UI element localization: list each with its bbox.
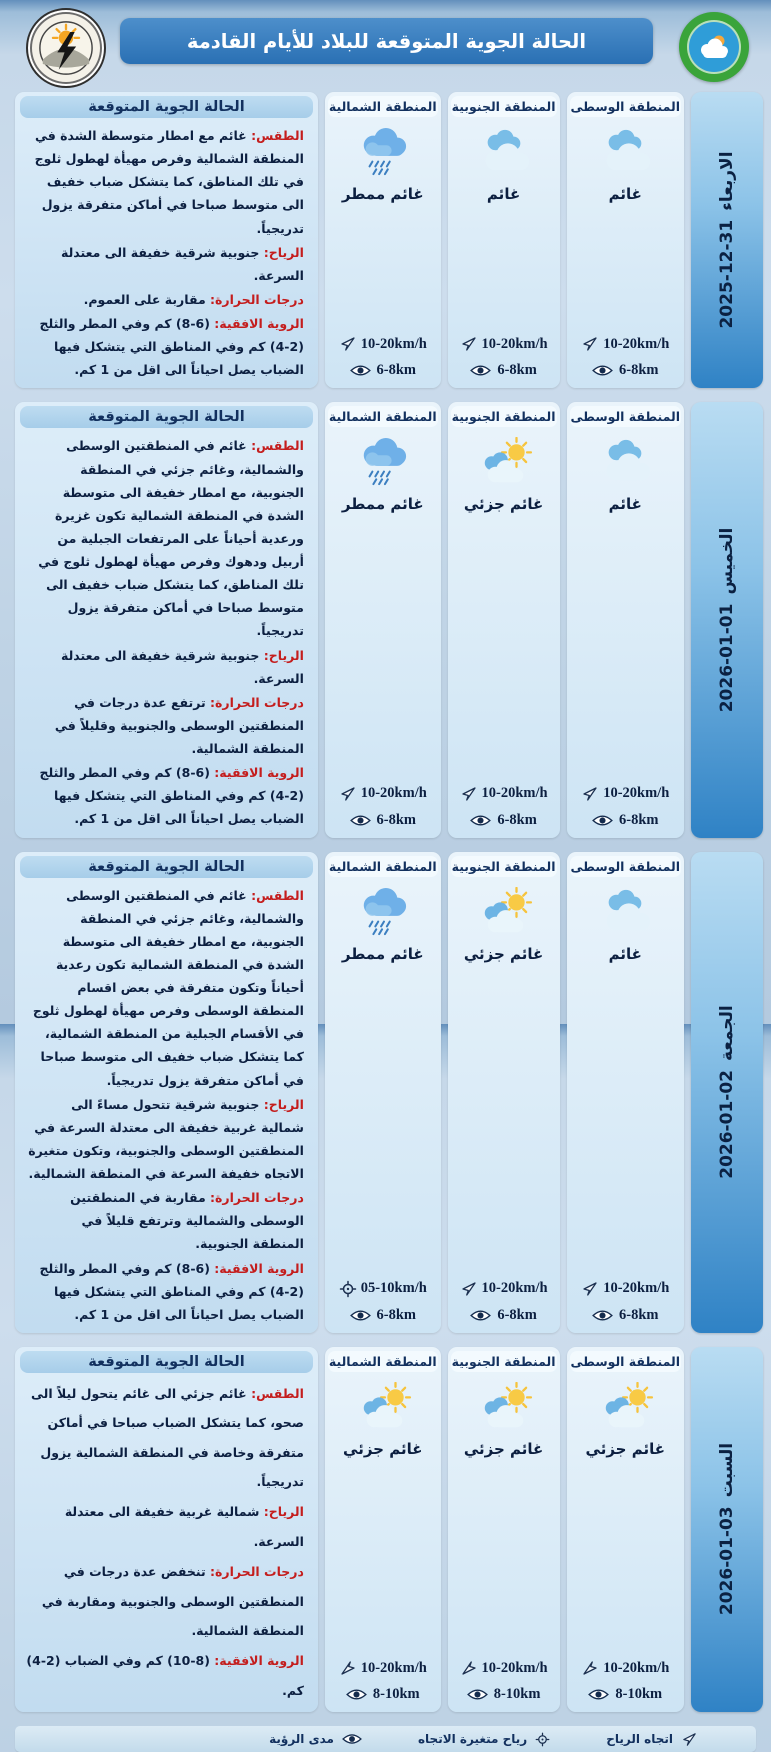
visibility-row xyxy=(451,362,557,379)
forecast-description-panel xyxy=(15,92,318,388)
wind-direction-icon xyxy=(581,785,599,803)
condition-label: غائم ممطر xyxy=(341,185,424,203)
visibility-line: الروية الافقية: (6-8) كم وفي المطر والثلج (2-4) كم وفي المناطق التي يتشكل فيها الضباب يصل احياناً الى اقل من 1 كم. xyxy=(39,765,304,827)
legend-bar xyxy=(15,1726,756,1752)
weather-icon xyxy=(352,127,414,177)
variable-wind-icon xyxy=(339,1280,357,1298)
wind-direction-icon xyxy=(581,1659,599,1677)
visibility-value: 6-8km xyxy=(497,811,537,828)
wind-row xyxy=(451,785,557,803)
wind-line: الرياح: جنوبية شرقية خفيفة الى معتدلة السرعة. xyxy=(61,244,304,283)
visibility-row xyxy=(570,362,682,379)
weather-icon xyxy=(352,887,414,937)
region-header: المنطقة الجنوبية xyxy=(451,96,557,117)
forecast-row-saturday xyxy=(15,1347,763,1712)
day-date-pill xyxy=(691,92,763,388)
wind-direction-icon xyxy=(581,1280,599,1298)
visibility-value: 6-8km xyxy=(497,362,537,379)
region-header: المنطقة الوسطى xyxy=(570,856,682,877)
wind-row xyxy=(328,1659,438,1677)
wind-speed: 10-20km/h xyxy=(603,335,670,352)
visibility-row xyxy=(451,1686,557,1703)
weather-icon xyxy=(473,437,535,487)
visibility-row xyxy=(328,1686,438,1703)
weather-line: الطقس: غائم جزئي الى غائم يتحول ليلاً الى صحو، كما يتشكل الضباب صباحا في أماكن متفرقة وخاصة في المنطقة الشمالية يزول تدريجياً. xyxy=(31,1385,304,1489)
eye-icon xyxy=(470,364,491,377)
sun-lightning-seal-icon xyxy=(37,19,95,77)
forecast-description-body xyxy=(20,428,313,830)
region-header: المنطقة الشمالية xyxy=(328,856,438,877)
condition-label: غائم جزئي xyxy=(463,944,544,963)
visibility-row xyxy=(451,812,557,829)
condition-label: غائم xyxy=(486,185,521,203)
wind-line: الرياح: شمالية غربية خفيفة الى معتدلة السرعة. xyxy=(64,1504,304,1549)
eye-icon xyxy=(350,364,371,377)
wind-speed: 10-20km/h xyxy=(481,785,548,801)
region-cell-northern xyxy=(325,1347,441,1712)
forecast-row-friday xyxy=(15,852,763,1333)
wind-row xyxy=(451,335,557,353)
wind-line: الرياح: جنوبية شرقية تتحول مساءً الى شمالية غربية خفيفة الى معتدلة السرعة في المنطقتين الوسطى والجنوبية، وتكون متغيرة الاتجاه خفيفة السرعة في المنطقة الشمالية. xyxy=(28,1096,304,1181)
weather-icon xyxy=(594,1382,656,1432)
visibility-row xyxy=(328,362,438,379)
region-cell-central xyxy=(567,402,685,837)
condition-label: غائم xyxy=(608,185,642,203)
cloud-sun-logo-icon xyxy=(689,22,739,72)
region-cell-southern xyxy=(448,402,560,837)
wind-direction-icon xyxy=(460,1659,478,1677)
condition-label: غائم جزئي xyxy=(343,1439,423,1458)
wind-row xyxy=(570,1659,682,1677)
eye-icon xyxy=(470,1309,491,1322)
visibility-value: 8-10km xyxy=(493,1686,541,1702)
wind-row xyxy=(451,1659,557,1677)
region-cell-southern xyxy=(448,1347,560,1712)
day-date-label xyxy=(717,1005,737,1179)
day-name: الاربعاء xyxy=(717,151,737,211)
weather-icon xyxy=(352,1382,414,1432)
forecast-description-panel xyxy=(15,1347,318,1712)
day-date-pill xyxy=(691,402,763,837)
condition-label: غائم جزئي xyxy=(463,1439,544,1458)
forecast-description-body xyxy=(20,878,313,1326)
day-date-label xyxy=(717,1443,737,1615)
eye-icon xyxy=(350,814,371,827)
forecast-description-body xyxy=(20,118,313,381)
visibility-value: 6-8km xyxy=(497,1306,537,1323)
region-header: المنطقة الجنوبية xyxy=(451,1351,557,1372)
region-cell-central xyxy=(567,92,685,388)
region-header: المنطقة الشمالية xyxy=(328,96,438,117)
legend-variable-wind: رياح متغيرة الاتجاه xyxy=(418,1732,550,1747)
region-header: المنطقة الشمالية xyxy=(328,406,438,427)
wind-direction-icon xyxy=(460,335,478,353)
wind-row xyxy=(451,1280,557,1298)
day-date: 2026-01-01 xyxy=(717,603,737,713)
weather-icon xyxy=(473,1382,535,1432)
forecast-row-thursday xyxy=(15,402,763,837)
wind-row xyxy=(570,335,682,353)
eye-icon xyxy=(470,814,491,827)
condition-label: غائم xyxy=(608,495,642,514)
weather-line: الطقس: غائم في المنطقتين الوسطى والشمالية، وغائم جزئي في المنطقة الجنوبية، مع امطار خفيفة الى متوسطة الشدة في المنطقة الشمالية تكون رعدية أحياناً وتكون متفرقة في بعض اقسام المنطقة الوسطى وفرص مهيأة لهطول ثلوج في الأقسام الجبلية من المنطقة الشمالية، كما يتشكل ضباب خفيف الى متوسط صباحا في أماكن متفرقة يزول تدريجياً. xyxy=(32,887,304,1088)
forecast-description-header: الحالة الجوية المتوقعة xyxy=(20,406,313,428)
eye-icon xyxy=(592,814,613,827)
weather-icon xyxy=(473,127,535,177)
wind-speed: 10-20km/h xyxy=(603,1659,670,1676)
legend-visibility-range: مدى الرؤية xyxy=(269,1732,362,1746)
wind-speed: 10-20km/h xyxy=(360,335,427,352)
region-cell-central xyxy=(567,1347,685,1712)
visibility-value: 8-10km xyxy=(372,1686,420,1702)
forecast-description-header: الحالة الجوية المتوقعة xyxy=(20,96,313,118)
wind-speed: 10-20km/h xyxy=(360,785,427,801)
day-date: 2026-01-02 xyxy=(717,1070,737,1179)
condition-label: غائم ممطر xyxy=(341,495,424,514)
forecast-description-panel xyxy=(15,402,318,837)
visibility-row xyxy=(328,1307,438,1324)
region-header: المنطقة الجنوبية xyxy=(451,406,557,427)
region-cell-southern xyxy=(448,852,560,1333)
visibility-row xyxy=(570,812,682,829)
visibility-line: الروية الافقية: (6-8) كم وفي المطر والثلج (2-4) كم وفي المناطق التي يتشكل فيها الضباب يصل احياناً الى اقل من 1 كم. xyxy=(39,1260,304,1322)
region-cell-northern xyxy=(325,92,441,388)
condition-label: غائم جزئي xyxy=(585,1439,665,1458)
eye-icon xyxy=(350,1309,371,1322)
wind-direction-icon xyxy=(581,335,599,353)
wind-speed: 05-10km/h xyxy=(360,1280,427,1297)
visibility-value: 6-8km xyxy=(619,1306,659,1323)
forecast-description-header: الحالة الجوية المتوقعة xyxy=(20,1351,313,1373)
eye-icon xyxy=(342,1733,362,1745)
condition-label: غائم xyxy=(608,944,642,963)
temperature-line: درجات الحرارة: ترتفع عدة درجات في المنطقتين الوسطى والجنوبية وقليلاً في المنطقة الشمالية. xyxy=(54,694,304,756)
day-date-pill xyxy=(691,852,763,1333)
region-header: المنطقة الجنوبية xyxy=(451,856,557,877)
region-cell-northern xyxy=(325,402,441,837)
weather-icon xyxy=(594,437,656,487)
forecast-description-header: الحالة الجوية المتوقعة xyxy=(20,856,313,878)
eye-icon xyxy=(592,1309,613,1322)
met-department-seal-logo xyxy=(26,8,106,88)
wind-direction-icon xyxy=(339,785,357,803)
day-date-label xyxy=(717,528,737,713)
legend-wind-direction: اتجاه الرياح xyxy=(606,1731,698,1748)
condition-label: غائم جزئي xyxy=(463,495,544,514)
visibility-line: الروية الافقية: (8-10) كم وفي الضباب (2-4) كم. xyxy=(26,1653,304,1698)
wind-direction-icon xyxy=(460,785,478,803)
visibility-row xyxy=(570,1686,682,1703)
day-date-label xyxy=(717,152,737,329)
eye-icon xyxy=(467,1688,488,1701)
forecast-description-body xyxy=(20,1373,313,1705)
eye-icon xyxy=(346,1688,367,1701)
wind-row xyxy=(328,335,438,353)
variable-wind-icon xyxy=(535,1732,550,1747)
wind-row xyxy=(328,785,438,803)
visibility-value: 6-8km xyxy=(619,811,659,828)
wind-row xyxy=(328,1280,438,1298)
condition-label: غائم ممطر xyxy=(341,944,424,963)
visibility-value: 6-8km xyxy=(376,1306,416,1323)
weather-icon xyxy=(352,437,414,487)
eye-icon xyxy=(588,1688,609,1701)
visibility-row xyxy=(328,812,438,829)
weather-icon xyxy=(594,127,656,177)
eye-icon xyxy=(592,364,613,377)
visibility-line: الروية الافقية: (6-8) كم وفي المطر والثلج (2-4) كم وفي المناطق التي يتشكل فيها الضباب يصل احياناً الى اقل من 1 كم. xyxy=(39,316,304,378)
region-header: المنطقة الوسطى xyxy=(570,406,682,427)
visibility-row xyxy=(570,1307,682,1324)
temperature-line: درجات الحرارة: تنخفض عدة درجات في المنطقتين الوسطى والجنوبية ومقاربة في المنطقة الشمالية. xyxy=(41,1564,304,1638)
wind-speed: 10-20km/h xyxy=(481,335,548,352)
page-header xyxy=(0,0,771,92)
visibility-value: 8-10km xyxy=(615,1686,663,1702)
weather-forecast-logo xyxy=(679,12,749,82)
visibility-row xyxy=(451,1307,557,1324)
forecast-row-wednesday xyxy=(15,92,763,388)
wind-speed: 10-20km/h xyxy=(603,785,670,801)
temperature-line: درجات الحرارة: مقاربة على العموم. xyxy=(83,291,304,307)
visibility-value: 6-8km xyxy=(619,362,659,379)
day-name: السبت xyxy=(717,1443,737,1498)
day-date: 2025-12-31 xyxy=(717,219,737,329)
region-header: المنطقة الوسطى xyxy=(570,96,682,117)
weather-line: الطقس: غائم في المنطقتين الوسطى والشمالية، وغائم جزئي في المنطقة الجنوبية، مع امطار خفيفة الى متوسطة الشدة في المنطقة الشمالية تكون غزيرة ورعدية أحياناً على المرتفعات الجبلية من أربيل ودهوك وفرص مهيأة لهطول ثلوج في تلك المناطق، كما يتشكل ضباب خفيف الى متوسط صباحا في أماكن متفرقة يزول تدريجياً. xyxy=(38,438,304,639)
visibility-value: 6-8km xyxy=(376,362,416,379)
wind-direction-icon xyxy=(339,1659,357,1677)
region-header: المنطقة الوسطى xyxy=(570,1351,682,1372)
forecast-description-panel xyxy=(15,852,318,1333)
region-cell-northern xyxy=(325,852,441,1333)
wind-direction-icon xyxy=(460,1280,478,1298)
wind-row xyxy=(570,1280,682,1298)
day-name: الجمعة xyxy=(717,1005,737,1062)
day-date-pill xyxy=(691,1347,763,1712)
wind-speed: 10-20km/h xyxy=(603,1280,670,1297)
temperature-line: درجات الحرارة: مقاربة في المنطقتين الوسطى والشمالية وترتفع قليلاً في المنطقة الجنوبية. xyxy=(70,1190,304,1252)
day-date: 2026-01-03 xyxy=(717,1506,737,1616)
weather-icon xyxy=(473,887,535,937)
wind-speed: 10-20km/h xyxy=(481,1280,548,1297)
region-cell-southern xyxy=(448,92,560,388)
wind-speed: 10-20km/h xyxy=(481,1659,548,1676)
page-title: الحالة الجوية المتوقعة للبلاد للأيام القادمة xyxy=(120,18,653,64)
wind-row xyxy=(570,785,682,803)
weather-line: الطقس: غائم مع امطار متوسطة الشدة في المنطقة الشمالية وفرص مهيأة لهطول ثلوج في تلك المناطق، كما يتشكل ضباب خفيف الى متوسط صباحا في أماكن متفرقة يزول تدريجياً. xyxy=(34,128,304,236)
visibility-value: 6-8km xyxy=(376,811,416,828)
wind-direction-icon xyxy=(339,335,357,353)
weather-icon xyxy=(594,887,656,937)
wind-direction-icon xyxy=(681,1731,698,1748)
wind-speed: 10-20km/h xyxy=(360,1659,427,1676)
day-name: الخميس xyxy=(717,527,737,595)
region-cell-central xyxy=(567,852,685,1333)
wind-line: الرياح: جنوبية شرقية خفيفة الى معتدلة السرعة. xyxy=(61,647,304,686)
region-header: المنطقة الشمالية xyxy=(328,1351,438,1372)
